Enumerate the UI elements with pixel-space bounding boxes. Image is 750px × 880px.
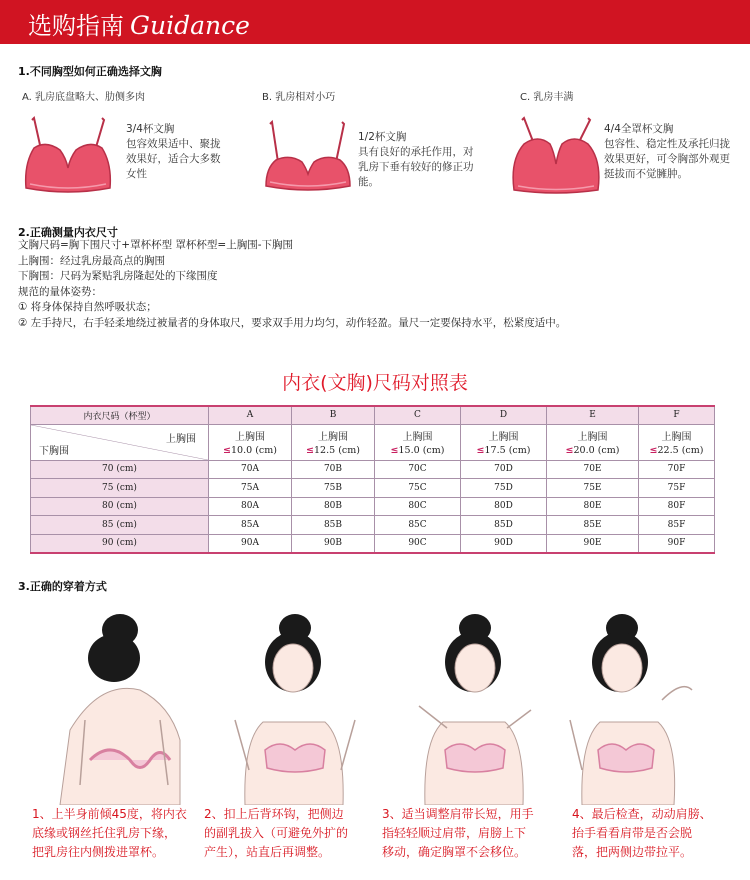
size-cell: 80C bbox=[375, 497, 461, 516]
wearing-steps bbox=[0, 610, 750, 810]
bra-34-cup-image bbox=[22, 114, 114, 196]
size-cell: 70F bbox=[639, 460, 715, 479]
step3-figure bbox=[395, 610, 555, 805]
page-header bbox=[0, 0, 750, 44]
size-cell: 70A bbox=[209, 460, 292, 479]
diagonal-header-cell bbox=[31, 424, 209, 460]
size-cell: 90A bbox=[209, 534, 292, 553]
cup-range-cell: 上胸围 ≤20.0 (cm) bbox=[547, 424, 639, 460]
size-cell: 85B bbox=[292, 516, 375, 535]
band-size-cell: 85 (cm) bbox=[31, 516, 209, 535]
bra-type-c-desc: 4/4全罩杯文胸 包容性、稳定性及承托归拢 效果更好，可令胸部外观更 挺拔而不觉臃肿。 bbox=[604, 123, 730, 180]
size-cell: 90F bbox=[639, 534, 715, 553]
size-cell: 90D bbox=[461, 534, 547, 553]
size-cell: 85D bbox=[461, 516, 547, 535]
bra-type-b-label: B. 乳房相对小巧 bbox=[262, 92, 336, 103]
cup-range-cell: 上胸围 ≤22.5 (cm) bbox=[639, 424, 715, 460]
size-cell: 70B bbox=[292, 460, 375, 479]
table-row bbox=[31, 497, 715, 516]
step3-text: 3、适当调整肩带长短，用手 指轻轻顺过肩带，肩膀上下 移动，确定胸罩不会移位。 bbox=[382, 807, 534, 859]
step4-figure bbox=[562, 610, 722, 805]
cup-header: E bbox=[547, 406, 639, 424]
table-row bbox=[31, 460, 715, 479]
size-cell: 85C bbox=[375, 516, 461, 535]
size-cell: 80B bbox=[292, 497, 375, 516]
bra-type-a-desc: 3/4杯文胸 包容效果适中、聚拢 效果好，适合大多数 女性 bbox=[126, 123, 221, 180]
size-cell: 75C bbox=[375, 479, 461, 498]
cup-range-cell: 上胸围 ≤17.5 (cm) bbox=[461, 424, 547, 460]
step1-figure bbox=[30, 610, 190, 805]
size-cell: 90C bbox=[375, 534, 461, 553]
size-cell: 80D bbox=[461, 497, 547, 516]
cup-header: C bbox=[375, 406, 461, 424]
size-cell: 75A bbox=[209, 479, 292, 498]
cup-header: D bbox=[461, 406, 547, 424]
size-cell: 85F bbox=[639, 516, 715, 535]
cup-header: A bbox=[209, 406, 292, 424]
bra-full-cup-image bbox=[510, 114, 602, 196]
bra-12-cup-image bbox=[262, 114, 354, 196]
section2-title: 2.正确测量内衣尺寸 bbox=[18, 226, 118, 239]
step1-text: 1、上半身前倾45度，将内衣 底缘或钢丝托住乳房下缘， 把乳房往内侧拨进罩杯。 bbox=[32, 807, 187, 859]
section3-title: 3.正确的穿着方式 bbox=[18, 580, 107, 593]
size-table-title: 内衣(文胸)尺码对照表 bbox=[282, 372, 468, 394]
size-header-label: 内衣尺码（杯型） bbox=[31, 406, 209, 424]
table-row bbox=[31, 534, 715, 553]
size-cell: 85A bbox=[209, 516, 292, 535]
size-cell: 85E bbox=[547, 516, 639, 535]
size-cell: 90B bbox=[292, 534, 375, 553]
bra-type-b bbox=[262, 88, 507, 208]
size-cell: 75E bbox=[547, 479, 639, 498]
band-size-cell: 75 (cm) bbox=[31, 479, 209, 498]
step4-text: 4、最后检查，动动肩膀、 抬手看看肩带是否会脱 落，把两侧边带拉平。 bbox=[572, 807, 712, 859]
header-title-en: Guidance bbox=[130, 11, 250, 40]
cup-range-cell: 上胸围 ≤10.0 (cm) bbox=[209, 424, 292, 460]
cup-range-cell: 上胸围 ≤15.0 (cm) bbox=[375, 424, 461, 460]
diag-bottom-label: 下胸围 bbox=[39, 445, 69, 457]
size-cell: 80F bbox=[639, 497, 715, 516]
table-row bbox=[31, 516, 715, 535]
size-table bbox=[30, 405, 715, 554]
cup-range-cell: 上胸围 ≤12.5 (cm) bbox=[292, 424, 375, 460]
size-cell: 75D bbox=[461, 479, 547, 498]
cup-header: F bbox=[639, 406, 715, 424]
size-cell: 75B bbox=[292, 479, 375, 498]
cup-header: B bbox=[292, 406, 375, 424]
bra-type-a-label: A. 乳房底盘略大、肋侧多肉 bbox=[22, 92, 146, 103]
diag-top-label: 上胸围 bbox=[166, 433, 196, 445]
step2-text: 2、扣上后背环钩，把侧边 的副乳拔入（可避免外扩的 产生），站直后再调整。 bbox=[204, 807, 349, 859]
section1-title: 1.不同胸型如何正确选择文胸 bbox=[18, 65, 162, 78]
size-cell: 70E bbox=[547, 460, 639, 479]
band-size-cell: 90 (cm) bbox=[31, 534, 209, 553]
header-title-cn: 选购指南 bbox=[28, 12, 124, 40]
table-row bbox=[31, 479, 715, 498]
band-size-cell: 70 (cm) bbox=[31, 460, 209, 479]
size-cell: 80A bbox=[209, 497, 292, 516]
bra-type-a bbox=[22, 88, 267, 208]
size-cell: 80E bbox=[547, 497, 639, 516]
size-cell: 90E bbox=[547, 534, 639, 553]
size-cell: 70D bbox=[461, 460, 547, 479]
size-cell: 75F bbox=[639, 479, 715, 498]
bra-type-c bbox=[510, 88, 750, 208]
header-title bbox=[28, 6, 250, 41]
bra-type-b-desc: 1/2杯文胸 具有良好的承托作用，对 乳房下垂有较好的修正功 能。 bbox=[358, 131, 474, 188]
measurement-instructions: 文胸尺码=胸下围尺寸+罩杯杯型 罩杯杯型=上胸围-下胸围 上胸围：经过乳房最高点的胸围 下胸围：尺码为紧贴乳房隆起处的下缘围度 规范的量体姿势： ① 将身体保持自然呼吸状态； ② 左手持尺，右手轻柔地绕过被量者的身体取尺，要求双手用力均匀，动作轻盈。量尺一定要保持水平，松紧度适中。 bbox=[18, 239, 567, 329]
bra-type-c-label: C. 乳房丰满 bbox=[520, 92, 574, 103]
step2-figure bbox=[215, 610, 375, 805]
band-size-cell: 80 (cm) bbox=[31, 497, 209, 516]
size-cell: 70C bbox=[375, 460, 461, 479]
